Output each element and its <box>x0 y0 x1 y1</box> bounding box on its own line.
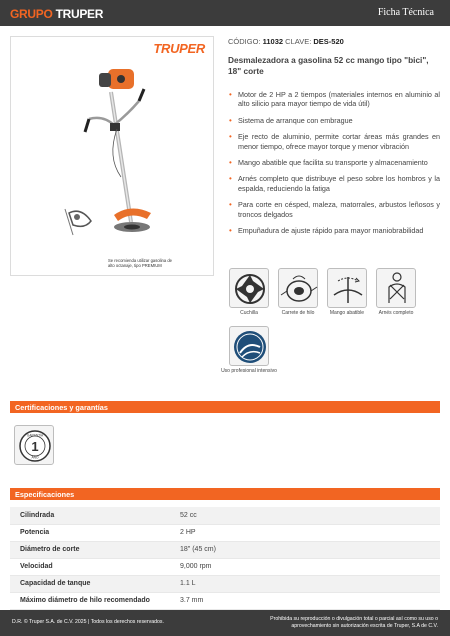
spec-value: 18" (45 cm) <box>170 541 440 558</box>
code-label: CÓDIGO: <box>228 37 261 46</box>
brand-prefix: GRUPO <box>10 7 53 21</box>
professional-use-icon <box>229 326 269 366</box>
certifications-header <box>10 401 440 413</box>
footer-legal: Prohibida su reproducción o divulgación total o parcial así como su uso o aprovechamiento sin autorización escrita de Truper, S.A de C.V. <box>270 616 438 629</box>
table-row <box>10 507 440 524</box>
spec-key: Potencia <box>10 524 170 541</box>
warranty-badge <box>14 425 54 465</box>
code-value: 11032 <box>262 37 284 46</box>
line-spool-icon <box>278 268 318 308</box>
specs-header <box>10 488 440 500</box>
table-row <box>10 575 440 592</box>
feature-text: Para corte en césped, maleza, matorrales, arbustos leñosos y troncos delgados <box>238 200 440 219</box>
warranty-number: 1 <box>31 439 39 454</box>
product-photo <box>10 36 214 276</box>
spec-value: 9,000 rpm <box>170 558 440 575</box>
spec-key: Cilindrada <box>10 507 170 524</box>
brushcutter-illustration <box>11 37 215 277</box>
table-row <box>10 524 440 541</box>
fuel-note: Se recomienda utilizar gasolina de alto octanaje, tipo PREMIUM <box>108 258 173 268</box>
warranty-top: GARANTÍA <box>26 433 44 438</box>
folding-handle-icon <box>327 268 367 308</box>
spec-key: Velocidad <box>10 558 170 575</box>
sheet-label: Ficha Técnica <box>377 7 434 18</box>
feature-text: Eje recto de aluminio, permite cortar áreas más grandes en menor tiempo, ofrece mayor torque y menor vibración <box>238 132 440 151</box>
spec-key: Capacidad de tanque <box>10 575 170 592</box>
feature-text: Arnés completo que distribuye el peso sobre los hombros y la espalda, reduciendo la fatiga <box>238 174 440 193</box>
brand-name: TRUPER <box>55 7 104 21</box>
accessory-label: Carrete de hilo <box>281 310 315 316</box>
feature-item <box>228 200 440 219</box>
brand-logo <box>10 7 103 21</box>
feature-text: Mango abatible que facilita su transporte y almacenamiento <box>238 158 428 168</box>
top-bar <box>0 0 450 26</box>
specs-title: Especificaciones <box>15 490 75 499</box>
certifications-title: Certificaciones y garantías <box>15 403 108 412</box>
feature-item <box>228 158 440 167</box>
bullet-icon: • <box>229 226 232 236</box>
table-row <box>10 592 440 609</box>
bullet-icon: • <box>229 174 232 184</box>
feature-item <box>228 226 440 235</box>
key-value: DES-520 <box>313 37 344 46</box>
spec-value: 52 cc <box>170 507 440 524</box>
spec-key: Diámetro de corte <box>10 541 170 558</box>
feature-text: Empuñadura de ajuste rápido para mayor maniobrabilidad <box>238 226 424 236</box>
accessory-label: Uso profesional intensivo <box>221 368 277 374</box>
accessory-label: Cuchilla <box>240 310 258 316</box>
feature-item <box>228 132 440 151</box>
table-row <box>10 541 440 558</box>
spec-key: Máximo diámetro de hilo recomendado <box>10 592 170 609</box>
feature-item <box>228 116 440 125</box>
feature-text: Sistema de arranque con embrague <box>238 115 353 125</box>
bullet-icon: • <box>229 200 232 210</box>
feature-item <box>228 90 440 109</box>
product-code <box>228 37 344 46</box>
spec-value: 2 HP <box>170 524 440 541</box>
spec-value: 1.1 L <box>170 575 440 592</box>
accessory-label: Arnés completo <box>378 310 414 316</box>
footer-copyright: D.R. © Truper S.A. de C.V. 2025 | Todos los derechos reservados. <box>12 619 164 625</box>
bullet-icon: • <box>229 115 232 125</box>
feature-text: Motor de 2 HP a 2 tiempos (materiales internos en aluminio al alto silicio para mayor tiempo de vida útil) <box>238 90 440 109</box>
feature-item <box>228 174 440 193</box>
blade-icon <box>229 268 269 308</box>
warranty-seal-icon <box>15 426 55 466</box>
specs-table <box>10 507 440 610</box>
bullet-icon: • <box>229 90 232 99</box>
warranty-bottom: AÑO <box>31 455 39 460</box>
product-title: Desmalezadora a gasolina 52 cc mango tipo "bici", 18" corte <box>228 55 429 76</box>
product-logo: TRUPER <box>153 41 205 56</box>
feature-list <box>228 90 440 242</box>
key-label: CLAVE: <box>285 37 312 46</box>
spec-value: 3.7 mm <box>170 592 440 609</box>
footer-bar <box>0 610 450 636</box>
bullet-icon: • <box>229 158 232 168</box>
table-row <box>10 558 440 575</box>
bullet-icon: • <box>229 132 232 142</box>
accessory-label: Mango abatible <box>329 310 365 316</box>
harness-icon <box>376 268 416 308</box>
